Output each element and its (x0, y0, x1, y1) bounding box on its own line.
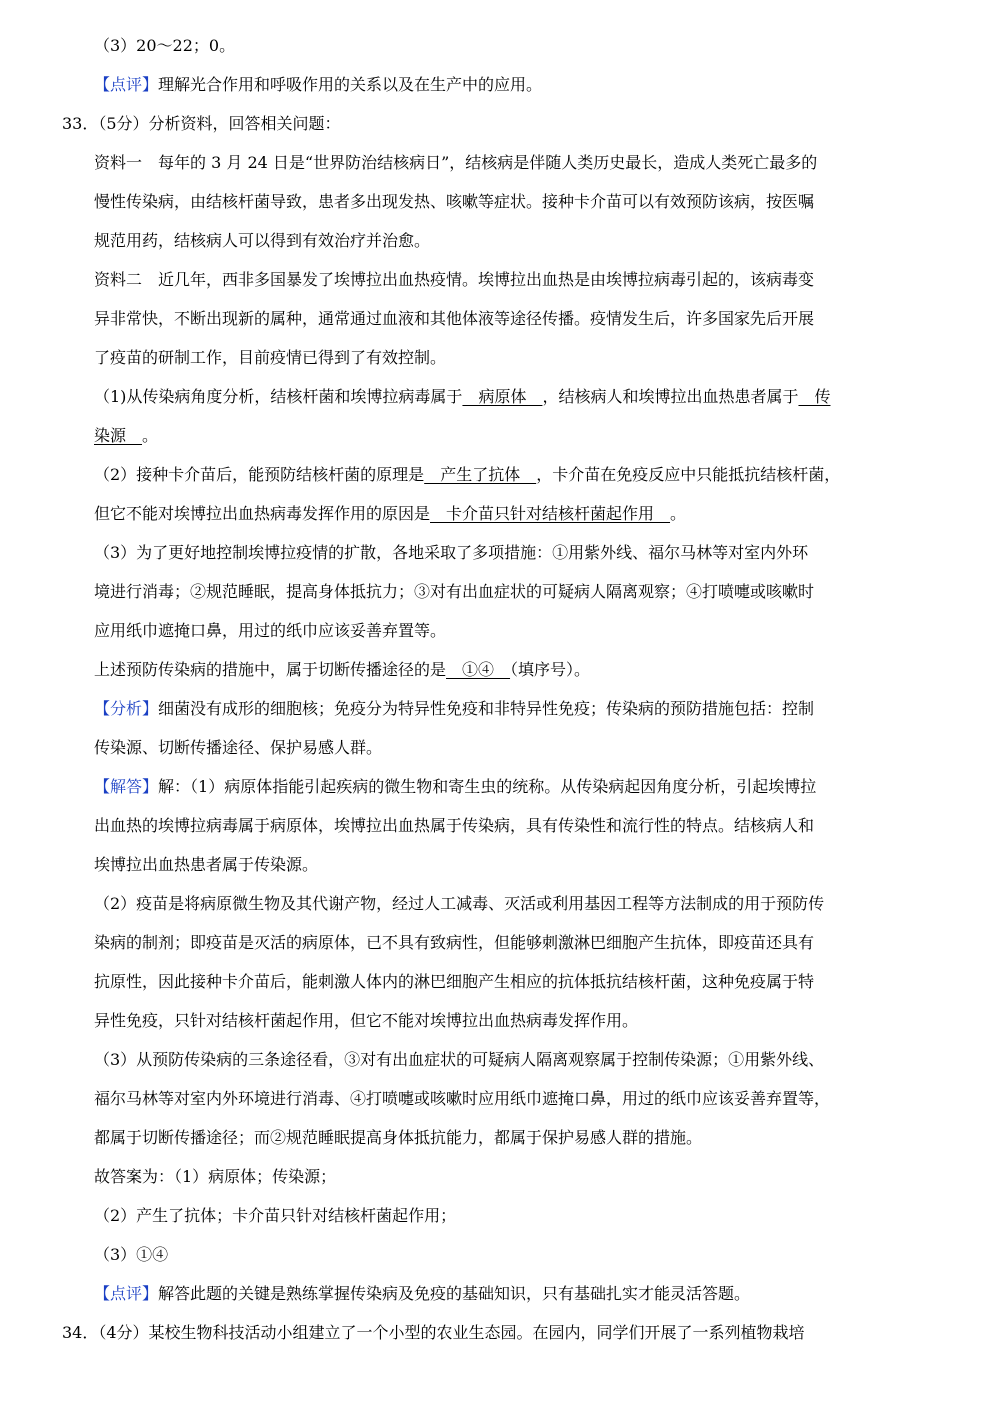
answer-blank: ①④ (446, 660, 511, 679)
analysis-text: 细菌没有成形的细胞核；免疫分为特异性免疫和非特异性免疫；传染病的预防措施包括：控制 (158, 699, 815, 718)
prev-answer-3: （3）20～22；0。 (94, 36, 236, 55)
part-3-line: 境进行消毒；②规范睡眠，提高身体抵抗力；③对有出血症状的可疑病人隔离观察；④打喷嚏或咳嗽时 (94, 582, 815, 601)
comment (94, 1283, 750, 1307)
answer-blank: 产生了抗体 (424, 465, 537, 484)
answer-blank: 病原体 (462, 387, 543, 406)
question-34-header: 34．（4分）某校生物科技活动小组建立了一个小型的农业生态园。在园内，同学们开展了一系列植物栽培 (62, 1323, 805, 1342)
part-2-question (94, 464, 840, 488)
comment-tag: 【点评】 (94, 1284, 159, 1303)
solution-tag: 【解答】 (94, 777, 159, 796)
solution (94, 776, 816, 800)
material-1-line: 慢性传染病，由结核杆菌导致，患者多出现发热、咳嗽等症状。接种卡介苗可以有效预防该病，按医嘱 (94, 192, 815, 211)
answer-blank: 染源 (94, 426, 143, 445)
comment-text: 理解光合作用和呼吸作用的关系以及在生产中的应用。 (158, 75, 543, 94)
analysis (94, 698, 814, 722)
final-answer-line: （2）产生了抗体；卡介苗只针对结核杆菌起作用； (94, 1206, 457, 1225)
material-2-line: 了疫苗的研制工作，目前疫情已得到了有效控制。 (94, 348, 447, 367)
material-1-line: 资料一 每年的 3 月 24 日是“世界防治结核病日”，结核病是伴随人类历史最长，造成人类死亡最多的 (94, 153, 818, 172)
solution-2-line: （2）疫苗是将病原微生物及其代谢产物，经过人工减毒、灭活或利用基因工程等方法制成的用于预防传 (94, 894, 825, 913)
part-2-text: （2）接种卡介苗后，能预防结核杆菌的原理是 (94, 465, 425, 484)
part-3-line: （3）为了更好地控制埃博拉疫情的扩散，各地采取了多项措施：①用紫外线、福尔马林等对室内外环 (94, 543, 809, 562)
prev-comment (94, 74, 542, 98)
solution-2-line: 染病的制剂；即疫苗是灭活的病原体，已不具有致病性，但能够刺激淋巴细胞产生抗体，即疫苗还具有 (94, 933, 815, 952)
question-33-header: 33．（5分）分析资料，回答相关问题： (62, 114, 341, 133)
material-1-line: 规范用药，结核病人可以得到有效治疗并治愈。 (94, 231, 431, 250)
answer-blank: 卡介苗只针对结核杆菌起作用 (430, 504, 671, 523)
part-1-question-cont (94, 425, 158, 449)
final-answer-line: 故答案为：（1）病原体；传染源； (94, 1167, 337, 1186)
part-1-question (94, 386, 830, 410)
material-2-line: 异非常快，不断出现新的属种，通常通过血液和其他体液等途径传播。疫情发生后，许多国家先后开展 (94, 309, 815, 328)
solution-line: 出血热的埃博拉病毒属于病原体，埃博拉出血热属于传染病，具有传染性和流行性的特点。结核病人和 (94, 816, 815, 835)
part-4-text: （填序号）。 (510, 660, 591, 679)
solution-3-line: 福尔马林等对室内外环境进行消毒、④打喷嚏或咳嗽时应用纸巾遮掩口鼻，用过的纸巾应该妥善弃置等， (94, 1089, 831, 1108)
part-2-text: 。 (670, 504, 687, 523)
part-1-text: ，结核病人和埃博拉出血热患者属于 (542, 387, 799, 406)
solution-2-line: 异性免疫，只针对结核杆菌起作用，但它不能对埃博拉出血热病毒发挥作用。 (94, 1011, 639, 1030)
answer-blank: 传 (798, 387, 831, 406)
part-2-text: 但它不能对埃博拉出血热病毒发挥作用的原因是 (94, 504, 431, 523)
comment-tag: 【点评】 (94, 75, 159, 94)
solution-2-line: 抗原性，因此接种卡介苗后，能刺激人体内的淋巴细胞产生相应的抗体抵抗结核杆菌，这种免疫属于特 (94, 972, 815, 991)
solution-text: 解：（1）病原体指能引起疾病的微生物和寄生虫的统称。从传染病起因角度分析，引起埃博拉 (158, 777, 817, 796)
part-2-text: ，卡介苗在免疫反应中只能抵抗结核杆菌， (536, 465, 841, 484)
part-2-question-cont (94, 503, 686, 527)
part-4-question (94, 659, 590, 683)
analysis-tag: 【分析】 (94, 699, 159, 718)
final-answer-line: （3）①④ (94, 1245, 169, 1264)
solution-3-line: 都属于切断传播途径；而②规范睡眠提高身体抵抗能力，都属于保护易感人群的措施。 (94, 1128, 703, 1147)
part-4-text: 上述预防传染病的措施中，属于切断传播途径的是 (94, 660, 447, 679)
part-3-line: 应用纸巾遮掩口鼻，用过的纸巾应该妥善弃置等。 (94, 621, 447, 640)
part-1-text: 。 (142, 426, 159, 445)
comment-text: 解答此题的关键是熟练掌握传染病及免疫的基础知识，只有基础扎实才能灵活答题。 (158, 1284, 751, 1303)
material-2-line: 资料二 近几年，西非多国暴发了埃博拉出血热疫情。埃博拉出血热是由埃博拉病毒引起的，该病毒变 (94, 270, 815, 289)
solution-line: 埃博拉出血热患者属于传染源。 (94, 855, 319, 874)
part-1-text: （1)从传染病角度分析，结核杆菌和埃博拉病毒属于 (94, 387, 463, 406)
solution-3-line: （3）从预防传染病的三条途径看，③对有出血症状的可疑病人隔离观察属于控制传染源；①用紫外线、 (94, 1050, 825, 1069)
analysis-cont: 传染源、切断传播途径、保护易感人群。 (94, 738, 383, 757)
